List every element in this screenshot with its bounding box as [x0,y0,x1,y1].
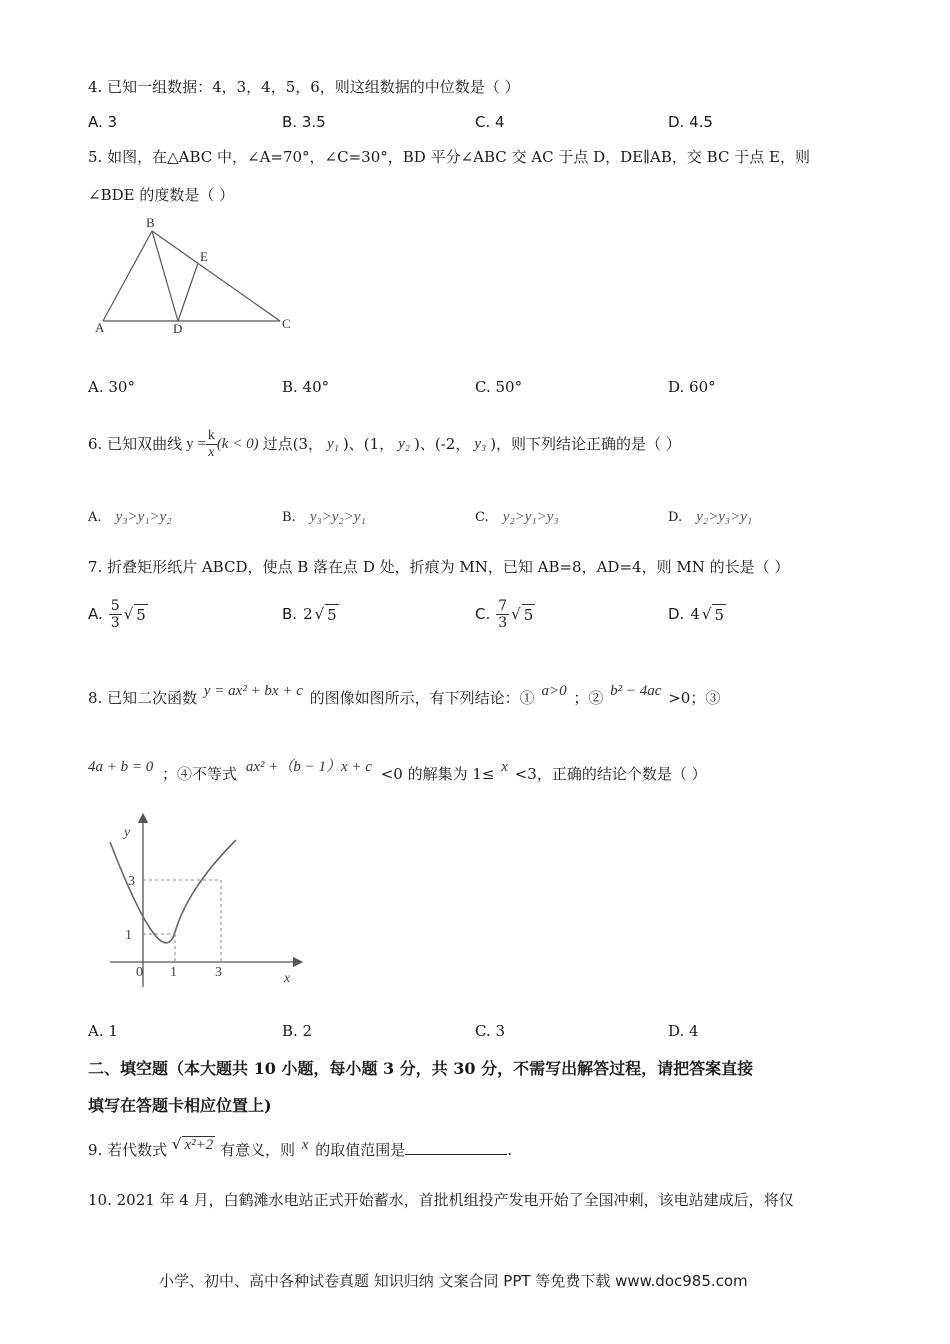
q8-line1-mid: 的图像如图所示，有下列结论：① [309,689,535,707]
footer-text: 小学、初中、高中各种试卷真题 知识归纳 文案合同 PPT 等免费下载 www.doc985.com [159,1272,748,1290]
q6-option-d [668,507,752,528]
q6-formula-y: y = [186,436,206,452]
axis-label-x: x [284,971,291,986]
q7-option-c: C. $\frac{7}{3}$ √ 5 [475,597,534,631]
q9-suffix: 的取值范围是 [315,1141,406,1159]
q6-frac-num: k [207,427,215,443]
q7-option-b-letter: B. [282,605,298,623]
q10-stem: 10. 2021 年 4 月，白鹤滩水电站正式开始蓄水，首批机组投产发电开始了全国冲刺，该电站建成后，将仅 [88,1191,794,1209]
q8-option-d: D. 4 [668,1022,699,1040]
q7-option-d-letter: D. [668,605,685,623]
q8-c4-tail1: <0 的解集为 1≤ [380,765,495,783]
label-c: C [282,316,291,331]
q5-option-a: A. 30° [88,378,135,396]
q8-c2-tail: >0；③ [668,689,721,707]
q9-answer-blank[interactable] [405,1140,507,1155]
section2-heading-line1: 二、填空题（本大题共 10 小题，每小题 3 分，共 30 分，不需写出解答过程，请把答案直接 [88,1059,754,1078]
q9-var: x [301,1137,309,1153]
q9-stem: 9. 若代数式 √ x²+2 有意义，则 x 的取值范围是 . [88,1135,513,1159]
q6-option-c-expr: y₂>y₁>y₃ [502,509,559,525]
q7-option-c-num: 7 [498,597,508,614]
q5-stem-line2: ∠BDE 的度数是（ ） [88,186,235,204]
q7-option-c-letter: C. [475,605,491,623]
label-e: E [200,249,208,264]
q4-option-a: A. 3 [88,113,118,131]
q8-c4-prefix: ；④不等式 [162,765,238,783]
q6-y2: y₂ [398,436,410,452]
q6-option-b-expr: y₃>y₂>y₁ [309,509,366,525]
q7-option-a-letter: A. [88,605,103,623]
q8-func: y = ax² + bx + c [203,683,303,699]
edge-ab [103,231,152,321]
q7-option-a: A. $\frac{5}{3}$ √ 5 [88,597,146,631]
edge-bc [152,231,280,321]
segment-bd [152,231,178,321]
q6-y3: y₃ [474,436,487,452]
q6-p2: )、(1， [342,435,395,453]
q7-option-c-den: 3 [498,614,508,631]
q8-c4-tail2: <3，正确的结论个数是（ ） [514,765,707,783]
q6-option-a-expr: y₃>y₁>y₂ [115,509,172,525]
q8-c2-sep: ；② [573,689,604,707]
q4-stem: 4. 已知一组数据：4，3，4，5，6，则这组数据的中位数是（ ） [88,78,520,96]
q7-option-a-frac [109,598,122,631]
q6-middle: 过点(3， [262,435,323,453]
q8-c2: b² − 4ac [610,683,662,699]
q6-frac-den: x [208,444,215,460]
q4-option-d: D. 4.5 [668,113,713,131]
q6-y1: y₁ [327,436,339,452]
q9-radicand: x²+2 [184,1137,214,1153]
q6-option-c-letter: C. [475,510,489,525]
q4-option-b: B. 3.5 [282,113,326,131]
q7-option-d: D. 4 √ 5 [668,605,724,624]
q7-option-b-radicand: 5 [327,605,337,624]
q6-option-a-letter: A. [88,510,102,525]
q6-prefix: 6. 已知双曲线 [88,435,183,453]
q5-stem-line1: 5. 如图，在△ABC 中，∠A=70°，∠C=30°，BD 平分∠ABC 交 AC 于点 D，DE∥AB，交 BC 于点 E，则 [88,148,810,166]
origin-label: 0 [136,965,143,980]
q7-option-a-radicand: 5 [136,605,146,624]
q6-p3: )、(-2， [414,435,471,453]
tick-y3: 3 [128,874,135,889]
tick-y1: 1 [125,928,132,943]
q8-c1: a>0 [541,683,567,699]
q6-option-b [282,507,366,528]
q8-parabola-graph [100,812,310,997]
tick-x3: 3 [215,965,222,980]
q9-mid: 有意义，则 [220,1141,296,1159]
q7-option-a-den: 3 [110,614,120,631]
q6-condition: (k < 0) [216,436,259,452]
q8-c4: ax² +（b − 1）x + c [245,759,372,775]
q7-option-c-frac [496,598,509,631]
q6-option-c [475,507,559,528]
q9-prefix: 9. 若代数式 [88,1141,168,1159]
q7-option-d-coef: 4 [690,605,700,623]
q6-option-b-letter: B. [282,510,296,525]
q7-option-b-coef: 2 [303,605,313,623]
q8-line1-prefix: 8. 已知二次函数 [88,689,198,707]
label-a: A [95,320,105,335]
section2-heading-line2: 填写在答题卡相应位置上) [88,1096,272,1115]
q5-option-d: D. 60° [668,378,716,396]
q8-option-c: C. 3 [475,1022,506,1040]
q6-fraction [206,428,217,461]
q7-option-d-radicand: 5 [714,605,724,624]
q8-option-a: A. 1 [88,1022,118,1040]
q6-option-d-expr: y₂>y₃>y₁ [696,509,753,525]
q6-suffix: )，则下列结论正确的是（ ） [490,435,681,453]
q5-option-b: B. 40° [282,378,330,396]
q6-option-d-letter: D. [668,510,683,525]
q7-option-c-radicand: 5 [523,605,534,624]
q9-end: . [507,1141,513,1159]
label-b: B [146,215,155,230]
q8-line1 [88,683,721,709]
label-d: D [173,321,183,336]
q5-option-c: C. 50° [475,378,523,396]
tick-x1: 1 [170,965,177,980]
q6-option-a [88,507,172,528]
q8-c3: 4a + b = 0 [88,759,154,775]
q7-stem: 7. 折叠矩形纸片 ABCD，使点 B 落在点 D 处，折痕为 MN，已知 AB=8，AD=4，则 MN 的长是（ ） [88,558,790,576]
q8-c4-x: x [501,759,508,775]
q5-triangle-figure [85,215,300,340]
q7-option-b: B. 2 √ 5 [282,605,337,624]
q4-option-c: C. 4 [475,113,505,131]
q8-option-b: B. 2 [282,1022,313,1040]
segment-de [178,263,198,321]
q8-line2 [88,759,707,785]
q6-stem [88,422,681,466]
q7-option-a-num: 5 [110,597,120,614]
axis-label-y: y [124,825,131,840]
